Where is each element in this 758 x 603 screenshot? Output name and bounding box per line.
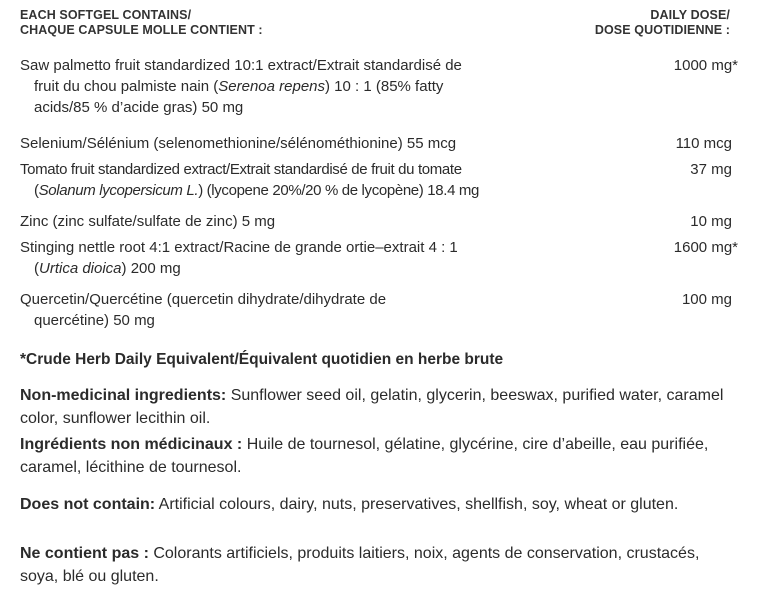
ingredient-line: [20, 258, 630, 279]
ingredient-dose: 10 mg: [690, 213, 732, 230]
header-right-line2: DOSE QUOTIDIENNE :: [594, 23, 730, 37]
header-left-line1: EACH SOFTGEL CONTAINS/: [20, 8, 192, 22]
ingredient-line: Zinc (zinc sulfate/sulfate de zinc) 5 mg: [20, 213, 276, 230]
non-medicinal-ingredients-fr: [20, 433, 742, 479]
ingredient-dose: 37 mg: [690, 161, 732, 178]
text: ) 200 mg: [121, 260, 181, 277]
text: ) 10 : 1 (85% fatty: [325, 78, 444, 95]
text: (: [34, 260, 39, 277]
non-medicinal-ingredients-en: [20, 384, 742, 430]
paragraph-text: Artificial colours, dairy, nuts, preservatives, shellfish, soy, wheat or gluten.: [155, 496, 679, 513]
ingredient-dose: 1000 mg*: [673, 57, 738, 74]
ingredient-line: Stinging nettle root 4:1 extract/Racine de grande ortie–extrait 4 : 1: [20, 239, 458, 256]
ingredient-dose: 100 mg: [681, 291, 732, 308]
ingredient-dose: 110 mcg: [675, 135, 732, 152]
column-header-daily-dose: [595, 8, 730, 38]
ingredient-line: [20, 76, 630, 97]
paragraph-text: Colorants artificiels, produits laitiers, noix, agents de conservation, crustacés, soya, blé ou gluten.: [20, 545, 700, 585]
ingredient-line: acids/85 % d’acide gras) 50 mg: [34, 99, 244, 116]
ingredient-dose: 1600 mg*: [673, 239, 738, 256]
paragraph-label: Does not contain:: [20, 496, 156, 513]
text: ) (lycopene 20%/20 % de lycopène) 18.4 mg: [198, 182, 480, 199]
ingredient-description: [20, 133, 630, 154]
paragraph-text: Sunflower seed oil, gelatin, glycerin, beeswax, purified water, caramel color, sunflower lecithin oil.: [20, 387, 724, 427]
text: fruit du chou palmiste nain (: [34, 78, 219, 95]
column-header-ingredients: [20, 8, 263, 38]
paragraph-label: Ne contient pas :: [20, 545, 149, 562]
latin-name: Urtica dioica: [39, 260, 122, 277]
paragraph-text: Huile de tournesol, gélatine, glycérine, cire d’abeille, eau purifiée, caramel, lécithine de tournesol.: [20, 436, 709, 476]
header-right-line1: DAILY DOSE/: [650, 8, 730, 22]
does-not-contain-fr: [20, 542, 742, 588]
ingredient-line: Quercetin/Quercétine (quercetin dihydrate/dihydrate de: [20, 291, 387, 308]
ingredient-description: [20, 237, 630, 279]
ingredient-line: quercétine) 50 mg: [34, 312, 155, 329]
ingredient-line: Selenium/Sélénium (selenomethionine/sélénométhionine) 55 mcg: [20, 135, 457, 152]
header-left-line2: CHAQUE CAPSULE MOLLE CONTIENT :: [20, 23, 263, 37]
ingredient-line: Saw palmetto fruit standardized 10:1 extract/Extrait standardisé de: [20, 57, 462, 74]
paragraph-label: Non-medicinal ingredients:: [20, 387, 227, 404]
text: (: [34, 182, 39, 199]
ingredient-description: [20, 211, 630, 232]
ingredient-description: [20, 289, 630, 331]
does-not-contain-en: [20, 493, 742, 516]
ingredient-line: [20, 180, 630, 201]
paragraph-label: Ingrédients non médicinaux :: [20, 436, 243, 453]
ingredient-description: [20, 159, 630, 201]
ingredient-line: Tomato fruit standardized extract/Extrait standardisé de fruit du tomate: [20, 161, 462, 178]
latin-name: Serenoa repens: [218, 78, 326, 95]
crude-herb-footnote: *Crude Herb Daily Equivalent/Équivalent quotidien en herbe brute: [20, 351, 504, 368]
ingredient-description: [20, 55, 630, 118]
latin-name: Solanum lycopersicum L.: [38, 182, 199, 199]
